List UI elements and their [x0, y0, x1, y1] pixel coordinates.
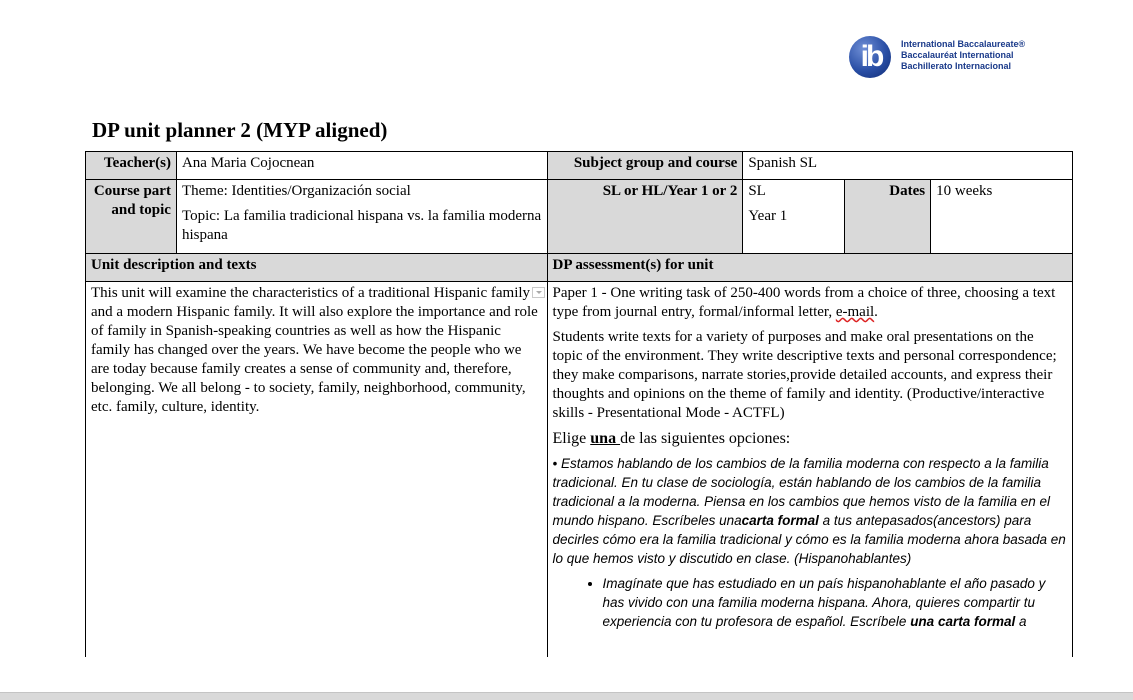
page-title: DP unit planner 2 (MYP aligned) [92, 118, 388, 142]
ib-logo-letters: ib [860, 40, 882, 73]
assessment-students: Students write texts for a variety of purposes and make oral presentations on the topic of the environment. They write descriptive texts and personal correspondence; they make comparisons, narrate stories,provide detailed accounts, and express their thoughts and opinions on the theme of family and identity. (Productive/interactive skills - Presentational Mode - ACTFL) [552, 329, 1057, 421]
assessment-paper [553, 284, 1068, 322]
level-label: SL or HL/Year 1 or 2 [547, 180, 743, 254]
option2-text-pre: Imagínate que has estudiado en un país hispanohablante el año pasado y has vivido con una familia moderna hispana. Ahora, quieres compartir tu experiencia con tu profesora de español. Escríbele [602, 576, 1046, 629]
course-theme: Theme: Identities/Organización social [181, 183, 411, 199]
assessment-option-list [553, 574, 1068, 631]
course-topic: Topic: La familia tradicional hispana vs. la familia moderna hispana [181, 208, 542, 243]
unit-header-row [86, 254, 1073, 282]
ib-logo [849, 36, 1049, 80]
ib-logo-line-en: International Baccalaureate® [901, 39, 1026, 49]
teacher-row [86, 152, 1073, 180]
option1-text-pre: • Estamos hablando de los cambios de la familia moderna con respecto a la familia tradicional. En tu clase de sociología, están hablando de los cambios de la familia tradicional a la moderna. Piensa en los cambios que hemos visto de la familia en el mundo hispano. Escríbeles una [552, 456, 1051, 528]
level-value[interactable] [743, 180, 845, 254]
course-row [86, 180, 1073, 254]
teacher-value[interactable]: Ana Maria Cojocnean [176, 152, 547, 180]
course-value[interactable] [176, 180, 547, 254]
course-label: Course part and topic [86, 180, 177, 254]
planner-header-table [85, 151, 1073, 254]
subject-label: Subject group and course [547, 152, 743, 180]
elige-text-bold: una [590, 430, 621, 447]
ib-logo-text [901, 39, 1025, 72]
assessment-paper-email: e-mail [835, 304, 875, 320]
elige-text-post: de las siguientes opciones: [620, 430, 791, 447]
assessment-label: DP assessment(s) for unit [547, 254, 1073, 282]
level-sl: SL [748, 183, 766, 199]
unit-content-row [86, 282, 1073, 658]
option1-text-bold: carta formal [741, 513, 819, 528]
page-clip [85, 657, 1074, 692]
option2-text-bold: una carta formal [910, 614, 1016, 629]
option2-text-post: a [1015, 614, 1027, 629]
unit-description-cell[interactable] [86, 282, 548, 658]
unit-description-text: This unit will examine the characteristics of a traditional Hispanic family and a modern Hispanic family. It will also explore the importance and role of family in Spanish-speaking countries as well as how the Hispanic family has changed over the years. We have become the people who we are today because family creates a sense of community and, therefore, belonging. We all belong - to society, family, neighborhood, community, etc. family, culture, identity. [91, 285, 538, 415]
subject-value[interactable]: Spanish SL [743, 152, 1073, 180]
assessment-option-2 [603, 574, 1068, 631]
ib-logo-line-fr: Baccalauréat International [901, 50, 1014, 60]
assessment-elige [553, 429, 1068, 448]
teacher-label: Teacher(s) [86, 152, 177, 180]
dates-label: Dates [845, 180, 931, 254]
option1-text-post: a tus antepasados(ancestors) para decirles cómo era la familia tradicional y cómo es la familia moderna ahora basada en lo que hemos visto y discutido en clase. (Hispanohablantes) [552, 513, 1066, 566]
assessment-option-1 [553, 454, 1068, 568]
elige-text-pre: Elige [552, 430, 591, 447]
assessment-paper-end: . [874, 304, 878, 320]
assessment-cell[interactable] [547, 282, 1073, 658]
assessment-paper-text: Paper 1 - One writing task of 250-400 words from a choice of three, choosing a text type from journal entry, formal/informal letter, [552, 285, 1056, 320]
chevron-down-icon[interactable] [532, 287, 545, 298]
level-year: Year 1 [748, 208, 788, 224]
ib-logo-line-es: Bachillerato Internacional [901, 61, 1012, 71]
unit-description-label: Unit description and texts [86, 254, 548, 282]
unit-table [85, 253, 1073, 658]
dates-value[interactable]: 10 weeks [931, 180, 1073, 254]
